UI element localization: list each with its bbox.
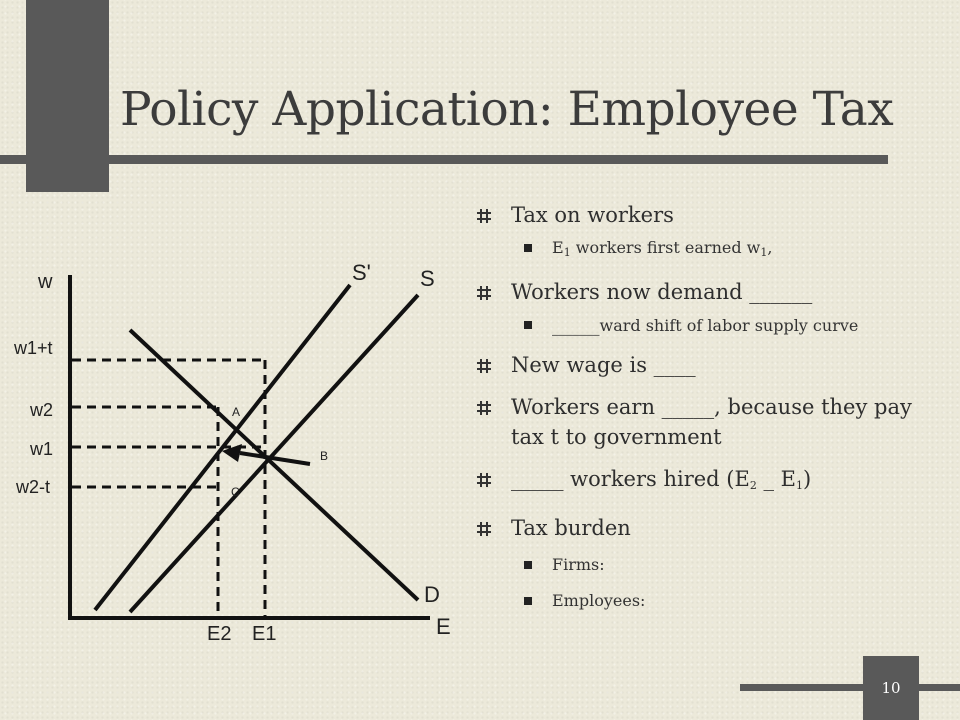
- x-axis-label: E: [436, 614, 451, 639]
- square-bullet-icon: [524, 244, 532, 252]
- hash-bullet-icon: [477, 522, 491, 536]
- demand-label: D: [424, 582, 440, 607]
- labor-market-graph: [0, 250, 470, 650]
- title-underline: [0, 155, 888, 164]
- hash-bullet-icon: [477, 401, 491, 415]
- square-bullet-icon: [524, 561, 532, 569]
- supply-curve: [130, 295, 418, 612]
- w2-label: w2: [30, 400, 54, 420]
- e2-label: E2: [207, 623, 232, 645]
- y-axis-label: w: [38, 271, 53, 293]
- square-bullet-icon: [524, 321, 532, 329]
- hash-bullet-icon: [477, 359, 491, 373]
- bullet-workers-hired: _____ workers hired ($E_2$ _ $E_1$): [475, 464, 925, 501]
- footer-line: [740, 684, 960, 691]
- bullet-new-wage: New wage is ____: [475, 350, 925, 380]
- bullet-tax-on-workers: Tax on workers $E_1$ workers first earned $w_1$,: [475, 200, 925, 265]
- supply-label: S: [420, 266, 435, 291]
- sub-bullet-shift: _____ward shift of labor supply curve: [475, 313, 925, 338]
- w1-label: w1: [30, 439, 54, 459]
- point-c-label: C: [231, 485, 240, 499]
- hash-bullet-icon: [477, 286, 491, 300]
- sub-bullet-employees: Employees:: [475, 589, 925, 613]
- w1-plus-t-label: w1+t: [14, 338, 53, 358]
- sub-bullet-firms: Firms:: [475, 553, 925, 577]
- bullet-workers-earn: Workers earn _____, because they pay tax t to government: [475, 392, 925, 452]
- e1-label: E1: [252, 623, 277, 645]
- bullet-list: [475, 200, 925, 625]
- bullet-workers-demand: Workers now demand ______ _____ward shift of labor supply curve: [475, 277, 925, 338]
- page-number: 10: [863, 656, 919, 720]
- supply-shifted-label: S': [352, 260, 371, 285]
- point-b-label: B: [320, 449, 329, 463]
- sub-bullet-e1-workers: $E_1$ workers first earned $w_1$,: [475, 236, 925, 265]
- demand-curve: [130, 330, 418, 600]
- square-bullet-icon: [524, 597, 532, 605]
- slide-title: Policy Application: Employee Tax: [120, 82, 894, 137]
- hash-bullet-icon: [477, 209, 491, 223]
- bullet-tax-burden: Tax burden Firms: Employees:: [475, 513, 925, 613]
- point-a-label: A: [232, 405, 241, 419]
- w2-minus-t-label: w2-t: [16, 477, 51, 497]
- hash-bullet-icon: [477, 473, 491, 487]
